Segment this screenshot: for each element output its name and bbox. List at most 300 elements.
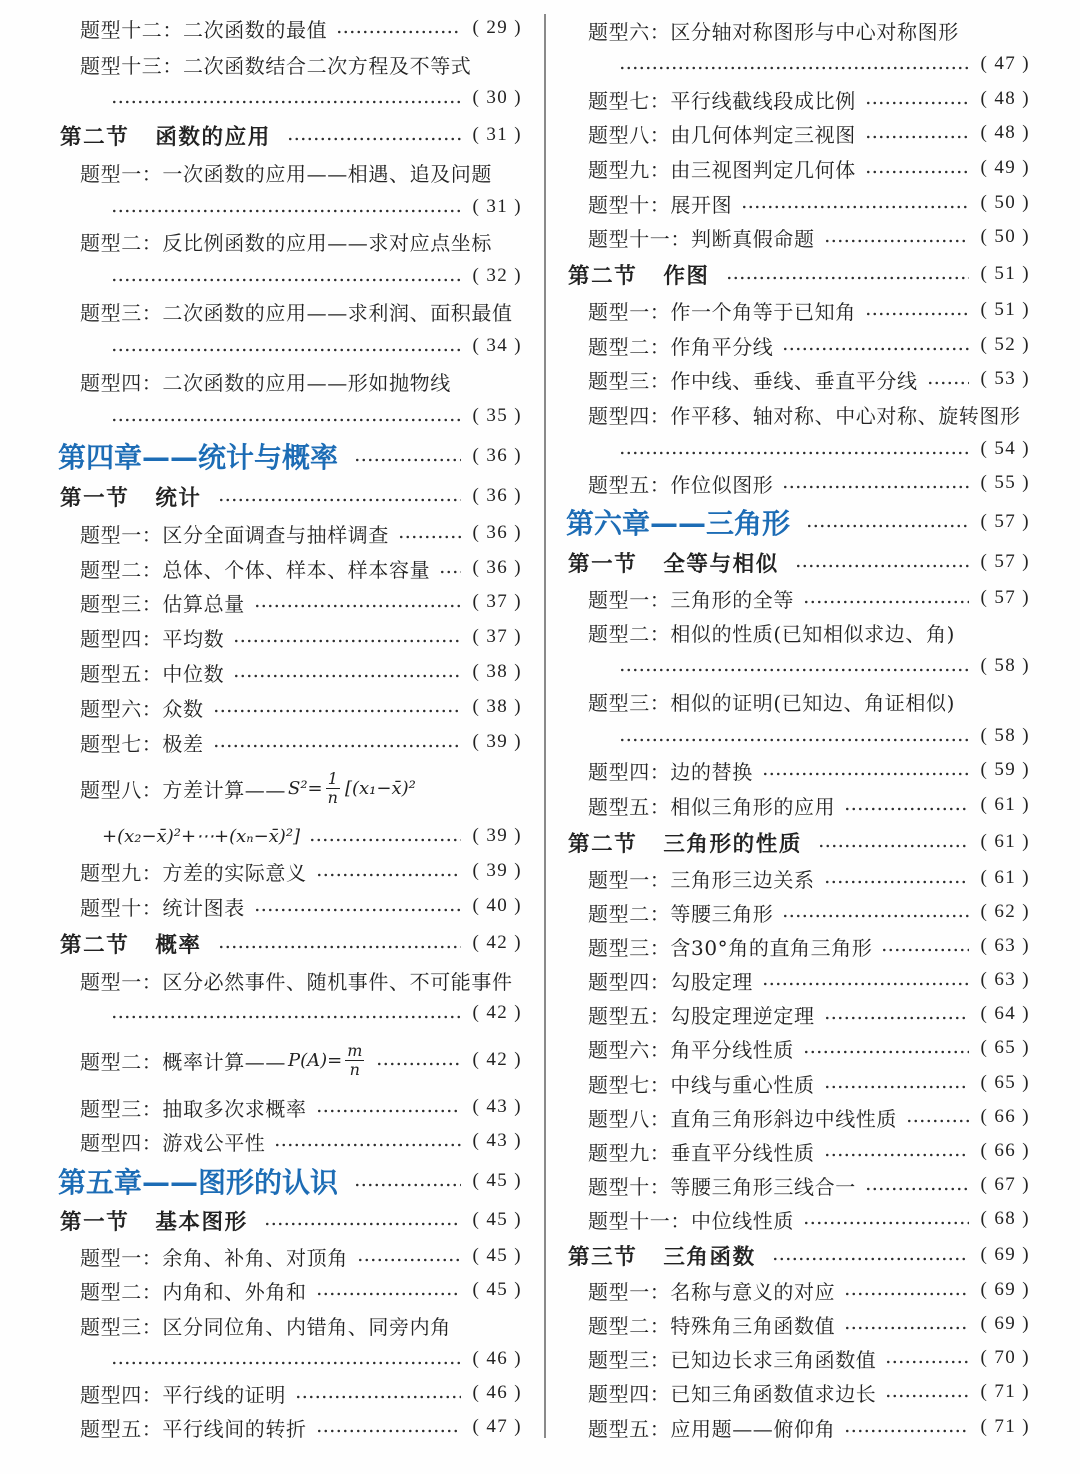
chapter-title: 第五章——图形的认识 xyxy=(58,1166,339,1199)
chapter-heading xyxy=(58,439,522,473)
entry-title: 题型二：等腰三角形 xyxy=(588,901,774,926)
page-number: ( 61 ) xyxy=(980,831,1030,852)
toc-entry-continuation xyxy=(102,190,522,224)
toc-entry xyxy=(80,551,522,585)
page-number: ( 69 ) xyxy=(980,1279,1030,1300)
section-number: 第二节 xyxy=(60,932,130,958)
entry-title: 题型三：含30°角的直角三角形 xyxy=(588,935,873,960)
toc-entry xyxy=(80,620,522,654)
section-number: 第一节 xyxy=(568,551,638,577)
leader-dots xyxy=(803,1049,969,1055)
leader-dots xyxy=(218,944,462,950)
toc-entry xyxy=(80,294,522,328)
section-heading xyxy=(568,825,1030,859)
page-number: ( 47 ) xyxy=(472,1416,522,1437)
leader-dots xyxy=(619,667,969,673)
toc-entry xyxy=(80,155,522,189)
page-number: ( 55 ) xyxy=(980,472,1030,493)
entry-title: 题型八：直角三角形斜边中线性质 xyxy=(588,1106,897,1131)
entry-title: 题型十三：二次函数结合二次方程及不等式 xyxy=(80,53,472,78)
entry-title: 题型七：极差 xyxy=(80,731,204,756)
leader-dots xyxy=(844,1428,969,1434)
leader-dots xyxy=(818,843,970,849)
page-number: ( 69 ) xyxy=(980,1313,1030,1334)
page-number: ( 43 ) xyxy=(472,1096,522,1117)
toc-entry-continuation xyxy=(100,819,522,853)
toc-entry xyxy=(588,1307,1030,1341)
entry-title: 题型一：名称与意义的对应 xyxy=(588,1279,836,1304)
page-number: ( 35 ) xyxy=(472,405,522,426)
page-number: ( 61 ) xyxy=(980,867,1030,888)
section-heading xyxy=(60,926,522,960)
section-heading xyxy=(568,545,1030,579)
toc-entry xyxy=(588,684,1030,718)
entry-title: 题型二：反比例函数的应用——求对应点坐标 xyxy=(80,230,492,255)
leader-dots xyxy=(619,450,969,456)
page-number: ( 53 ) xyxy=(980,368,1030,389)
page-number: ( 38 ) xyxy=(472,696,522,717)
toc-entry xyxy=(588,1100,1030,1134)
formula-line-2: +(x₂−x̄)²+⋯+(xₙ−x̄)²] xyxy=(102,825,301,847)
page-number: ( 39 ) xyxy=(472,731,522,752)
fraction xyxy=(345,1042,364,1078)
toc-entry-continuation xyxy=(102,259,522,293)
leader-dots xyxy=(806,523,969,529)
toc-column-right xyxy=(508,0,1048,1474)
leader-dots xyxy=(619,737,969,743)
leader-dots xyxy=(762,771,970,777)
section-title: 概率 xyxy=(155,932,202,958)
page-number: ( 39 ) xyxy=(472,860,522,881)
toc-entry xyxy=(80,768,522,807)
entry-title: 题型八：由几何体判定三视图 xyxy=(588,122,856,147)
toc-entry xyxy=(588,1168,1030,1202)
leader-dots xyxy=(111,277,461,283)
page-number: ( 54 ) xyxy=(980,438,1030,459)
leader-dots xyxy=(111,99,461,105)
entry-title: 题型七：中线与重心性质 xyxy=(588,1072,815,1097)
entry-title: 题型九：由三视图判定几何体 xyxy=(588,157,856,182)
toc-entry xyxy=(588,220,1030,254)
page-number: ( 57 ) xyxy=(980,551,1030,572)
entry-title: 题型三：二次函数的应用——求利润、面积最值 xyxy=(80,300,513,325)
page-number: ( 29 ) xyxy=(472,17,522,38)
toc-entry xyxy=(588,788,1030,822)
page-number: ( 43 ) xyxy=(472,1130,522,1151)
leader-dots xyxy=(316,872,462,878)
toc-entry xyxy=(80,516,522,550)
page-number: ( 38 ) xyxy=(472,661,522,682)
entry-title: 题型十：展开图 xyxy=(588,192,733,217)
leader-dots xyxy=(881,947,969,953)
section-heading xyxy=(60,118,522,152)
toc-entry xyxy=(588,1341,1030,1375)
page-number: ( 42 ) xyxy=(472,1049,522,1070)
section-title: 全等与相似 xyxy=(663,551,779,577)
entry-title: 题型十一：判断真假命题 xyxy=(588,226,815,251)
leader-dots xyxy=(726,275,970,281)
toc-entry-continuation xyxy=(610,47,1030,81)
toc-entry xyxy=(80,1090,522,1124)
toc-entry-continuation xyxy=(610,432,1030,466)
page-number: ( 45 ) xyxy=(472,1209,522,1230)
toc-entry-continuation xyxy=(610,719,1030,753)
chapter-heading xyxy=(58,1164,522,1198)
page-number: ( 36 ) xyxy=(472,445,522,466)
leader-dots xyxy=(782,913,969,919)
page-number: ( 37 ) xyxy=(472,591,522,612)
leader-dots xyxy=(111,417,461,423)
section-title: 三角函数 xyxy=(663,1244,756,1270)
formula-continued: [(x₁−x̄)² xyxy=(344,777,416,799)
entry-title: 题型七：平行线截线段成比例 xyxy=(588,88,856,113)
leader-dots xyxy=(287,136,462,142)
section-number: 第二节 xyxy=(60,124,130,150)
leader-dots xyxy=(885,1393,969,1399)
leader-dots xyxy=(336,29,461,35)
leader-dots xyxy=(316,1428,462,1434)
page-number: ( 45 ) xyxy=(472,1170,522,1191)
entry-title: 题型一：区分全面调查与抽样调查 xyxy=(80,522,389,547)
leader-dots xyxy=(309,837,461,843)
fraction-denominator: n xyxy=(327,787,338,807)
page-number: ( 63 ) xyxy=(980,969,1030,990)
leader-dots xyxy=(795,563,970,569)
leader-dots xyxy=(264,1221,462,1227)
toc-entry xyxy=(80,1239,522,1273)
section-title: 基本图形 xyxy=(155,1209,248,1235)
leader-dots xyxy=(865,311,970,317)
entry-title: 题型九：方差的实际意义 xyxy=(80,860,307,885)
leader-dots xyxy=(111,1014,461,1020)
toc-entry xyxy=(588,997,1030,1031)
page-number: ( 71 ) xyxy=(980,1381,1030,1402)
entry-title: 题型三：估算总量 xyxy=(80,591,245,616)
formula-lhs: S²= xyxy=(288,777,323,799)
leader-dots xyxy=(111,208,461,214)
fraction-numerator: m xyxy=(347,1040,363,1060)
entry-title: 题型十：统计图表 xyxy=(80,895,245,920)
toc-entry xyxy=(80,1410,522,1444)
toc-entry xyxy=(80,1376,522,1410)
entry-title: 题型一：区分必然事件、随机事件、不可能事件 xyxy=(80,969,513,994)
leader-dots xyxy=(824,879,970,885)
entry-title: 题型九：垂直平分线性质 xyxy=(588,1140,815,1165)
chapter-heading xyxy=(566,505,1030,539)
page-number: ( 42 ) xyxy=(472,1002,522,1023)
toc-entry xyxy=(588,581,1030,615)
leader-dots xyxy=(316,1291,462,1297)
toc-entry xyxy=(588,293,1030,327)
fraction-numerator: 1 xyxy=(327,768,338,788)
toc-entry-continuation xyxy=(102,329,522,363)
leader-dots xyxy=(218,497,462,503)
leader-dots xyxy=(824,1015,970,1021)
leader-dots xyxy=(824,238,970,244)
leader-dots xyxy=(213,708,462,714)
entry-title: 题型二：相似的性质(已知相似求边、角) xyxy=(588,621,956,646)
leader-dots xyxy=(233,638,461,644)
page-number: ( 59 ) xyxy=(980,759,1030,780)
page-number: ( 39 ) xyxy=(472,825,522,846)
page-number: ( 49 ) xyxy=(980,157,1030,178)
leader-dots xyxy=(865,134,970,140)
entry-title: 题型一：三角形的全等 xyxy=(588,587,794,612)
entry-title: 题型二：总体、个体、样本、样本容量 xyxy=(80,557,431,582)
leader-dots xyxy=(865,100,970,106)
entry-title: 题型二：概率计算—— xyxy=(80,1049,286,1074)
formula-lhs: P(A)= xyxy=(288,1049,343,1071)
page-number: ( 30 ) xyxy=(472,87,522,108)
fraction-denominator: n xyxy=(349,1059,360,1079)
page-number: ( 50 ) xyxy=(980,226,1030,247)
section-heading xyxy=(60,1203,522,1237)
page-number: ( 47 ) xyxy=(980,53,1030,74)
leader-dots xyxy=(619,65,969,71)
page-number: ( 70 ) xyxy=(980,1347,1030,1368)
entry-title: 题型六：区分轴对称图形与中心对称图形 xyxy=(588,19,959,44)
toc-entry xyxy=(588,1031,1030,1065)
page-number: ( 57 ) xyxy=(980,511,1030,532)
page-number: ( 36 ) xyxy=(472,485,522,506)
leader-dots xyxy=(927,380,970,386)
entry-title: 题型四：已知三角函数值求边长 xyxy=(588,1381,877,1406)
entry-title: 题型五：作位似图形 xyxy=(588,472,774,497)
entry-title: 题型一：作一个角等于已知角 xyxy=(588,299,856,324)
leader-dots xyxy=(111,1360,461,1366)
toc-entry xyxy=(588,753,1030,787)
entry-title: 题型二：作角平分线 xyxy=(588,334,774,359)
entry-title: 题型一：余角、补角、对顶角 xyxy=(80,1245,348,1270)
toc-entry xyxy=(588,615,1030,649)
toc-entry xyxy=(80,725,522,759)
page-number: ( 51 ) xyxy=(980,299,1030,320)
page-number: ( 46 ) xyxy=(472,1382,522,1403)
entry-title: 题型六：角平分线性质 xyxy=(588,1037,794,1062)
page-number: ( 66 ) xyxy=(980,1140,1030,1161)
toc-entry xyxy=(588,13,1030,47)
leader-dots xyxy=(354,457,461,463)
section-heading xyxy=(568,1238,1030,1272)
entry-title: 题型五：中位数 xyxy=(80,661,225,686)
page-number: ( 48 ) xyxy=(980,122,1030,143)
toc-entry xyxy=(588,82,1030,116)
toc-entry xyxy=(80,1308,522,1342)
leader-dots xyxy=(439,569,461,575)
entry-title: 题型十：等腰三角形三线合一 xyxy=(588,1174,856,1199)
page-number: ( 62 ) xyxy=(980,901,1030,922)
leader-dots xyxy=(274,1142,461,1148)
section-title: 函数的应用 xyxy=(155,124,271,150)
toc-entry xyxy=(588,151,1030,185)
leader-dots xyxy=(803,599,969,605)
toc-entry xyxy=(588,1202,1030,1236)
toc-entry xyxy=(80,585,522,619)
leader-dots xyxy=(741,204,969,210)
entry-title: 题型三：作中线、垂线、垂直平分线 xyxy=(588,368,918,393)
page-number: ( 58 ) xyxy=(980,725,1030,746)
toc-entry xyxy=(80,1040,522,1079)
chapter-title: 第四章——统计与概率 xyxy=(58,441,339,474)
entry-title: 题型一：一次函数的应用——相遇、追及问题 xyxy=(80,161,492,186)
leader-dots xyxy=(357,1257,462,1263)
toc-entry xyxy=(588,362,1030,396)
toc-entry xyxy=(588,397,1030,431)
toc-entry xyxy=(80,655,522,689)
page-number: ( 65 ) xyxy=(980,1037,1030,1058)
entry-title: 题型四：平行线的证明 xyxy=(80,1382,286,1407)
entry-title: 题型四：游戏公平性 xyxy=(80,1130,266,1155)
entry-title: 题型十二：二次函数的最值 xyxy=(80,17,328,42)
section-number: 第二节 xyxy=(568,831,638,857)
page-number: ( 58 ) xyxy=(980,655,1030,676)
page-number: ( 46 ) xyxy=(472,1348,522,1369)
fraction xyxy=(326,770,340,806)
leader-dots xyxy=(398,534,461,540)
entry-title: 题型五：平行线间的转折 xyxy=(80,1416,307,1441)
entry-title: 题型四：作平移、轴对称、中心对称、旋转图形 xyxy=(588,403,1021,428)
section-heading xyxy=(60,479,522,513)
page-number: ( 31 ) xyxy=(472,196,522,217)
leader-dots xyxy=(885,1359,969,1365)
page-number: ( 52 ) xyxy=(980,334,1030,355)
leader-dots xyxy=(844,1325,969,1331)
entry-title: 题型二：内角和、外角和 xyxy=(80,1279,307,1304)
page-number: ( 48 ) xyxy=(980,88,1030,109)
page-number: ( 61 ) xyxy=(980,794,1030,815)
entry-title: 题型三：已知边长求三角函数值 xyxy=(588,1347,877,1372)
toc-entry xyxy=(588,1134,1030,1168)
entry-title: 题型四：二次函数的应用——形如抛物线 xyxy=(80,370,451,395)
leader-dots xyxy=(254,907,462,913)
leader-dots xyxy=(782,346,969,352)
toc-entry xyxy=(80,224,522,258)
leader-dots xyxy=(376,1061,461,1067)
entry-title: 题型四：平均数 xyxy=(80,626,225,651)
toc-entry-continuation xyxy=(102,1342,522,1376)
entry-title: 题型五：相似三角形的应用 xyxy=(588,794,836,819)
toc-entry xyxy=(588,861,1030,895)
leader-dots xyxy=(782,484,969,490)
toc-entry xyxy=(588,1375,1030,1409)
page-number: ( 66 ) xyxy=(980,1106,1030,1127)
toc-entry xyxy=(588,963,1030,997)
entry-title: 题型四：勾股定理 xyxy=(588,969,753,994)
page-number: ( 64 ) xyxy=(980,1003,1030,1024)
page-number: ( 51 ) xyxy=(980,263,1030,284)
toc-entry xyxy=(80,11,522,45)
page-number: ( 69 ) xyxy=(980,1244,1030,1265)
page-number: ( 50 ) xyxy=(980,192,1030,213)
page-number: ( 32 ) xyxy=(472,265,522,286)
leader-dots xyxy=(824,1084,970,1090)
toc-entry-continuation xyxy=(102,996,522,1030)
page-number: ( 36 ) xyxy=(472,557,522,578)
entry-title: 题型六：众数 xyxy=(80,696,204,721)
section-number: 第三节 xyxy=(568,1244,638,1270)
section-title: 作图 xyxy=(663,263,710,289)
leader-dots xyxy=(865,169,970,175)
toc-entry xyxy=(588,1410,1030,1444)
page-number: ( 31 ) xyxy=(472,124,522,145)
section-number: 第一节 xyxy=(60,1209,130,1235)
leader-dots xyxy=(254,603,462,609)
entry-title: 题型五：应用题——俯仰角 xyxy=(588,1416,836,1441)
toc-entry xyxy=(588,328,1030,362)
toc-entry xyxy=(80,1124,522,1158)
entry-title: 题型一：三角形三边关系 xyxy=(588,867,815,892)
leader-dots xyxy=(803,1220,969,1226)
leader-dots xyxy=(762,981,970,987)
toc-entry xyxy=(80,963,522,997)
toc-entry xyxy=(588,1273,1030,1307)
section-number: 第二节 xyxy=(568,263,638,289)
toc-entry-continuation xyxy=(102,399,522,433)
entry-title: 题型五：勾股定理逆定理 xyxy=(588,1003,815,1028)
leader-dots xyxy=(213,743,462,749)
section-heading xyxy=(568,257,1030,291)
page-number: ( 45 ) xyxy=(472,1245,522,1266)
section-number: 第一节 xyxy=(60,485,130,511)
leader-dots xyxy=(906,1118,969,1124)
page-number: ( 67 ) xyxy=(980,1174,1030,1195)
leader-dots xyxy=(844,806,969,812)
toc-entry xyxy=(588,466,1030,500)
leader-dots xyxy=(772,1256,970,1262)
page-number: ( 57 ) xyxy=(980,587,1030,608)
entry-title: 题型三：区分同位角、内错角、同旁内角 xyxy=(80,1314,451,1339)
page-number: ( 45 ) xyxy=(472,1279,522,1300)
leader-dots xyxy=(354,1182,461,1188)
entry-title: 题型三：相似的证明(已知边、角证相似) xyxy=(588,690,956,715)
leader-dots xyxy=(316,1108,462,1114)
leader-dots xyxy=(295,1394,461,1400)
toc-entry xyxy=(80,364,522,398)
toc-entry xyxy=(80,690,522,724)
toc-entry xyxy=(588,116,1030,150)
leader-dots xyxy=(824,1152,970,1158)
section-title: 统计 xyxy=(155,485,202,511)
leader-dots xyxy=(865,1186,970,1192)
page-number: ( 34 ) xyxy=(472,335,522,356)
section-title: 三角形的性质 xyxy=(663,831,802,857)
toc-entry xyxy=(588,895,1030,929)
page-number: ( 42 ) xyxy=(472,932,522,953)
page-number: ( 63 ) xyxy=(980,935,1030,956)
toc-entry xyxy=(80,47,522,81)
toc-entry xyxy=(588,929,1030,963)
toc-entry xyxy=(80,1273,522,1307)
toc-entry-continuation xyxy=(610,649,1030,683)
leader-dots xyxy=(111,347,461,353)
page-number: ( 37 ) xyxy=(472,626,522,647)
toc-entry xyxy=(588,1066,1030,1100)
toc-entry-continuation xyxy=(102,81,522,115)
chapter-title: 第六章——三角形 xyxy=(566,507,791,540)
page-number: ( 65 ) xyxy=(980,1072,1030,1093)
toc-entry xyxy=(588,186,1030,220)
entry-title: 题型三：抽取多次求概率 xyxy=(80,1096,307,1121)
leader-dots xyxy=(844,1291,969,1297)
page-number: ( 71 ) xyxy=(980,1416,1030,1437)
entry-title: 题型八：方差计算—— xyxy=(80,777,286,802)
leader-dots xyxy=(233,673,461,679)
page-number: ( 40 ) xyxy=(472,895,522,916)
page-number: ( 36 ) xyxy=(472,522,522,543)
entry-title: 题型二：特殊角三角函数值 xyxy=(588,1313,836,1338)
toc-entry xyxy=(80,854,522,888)
toc-entry xyxy=(80,889,522,923)
